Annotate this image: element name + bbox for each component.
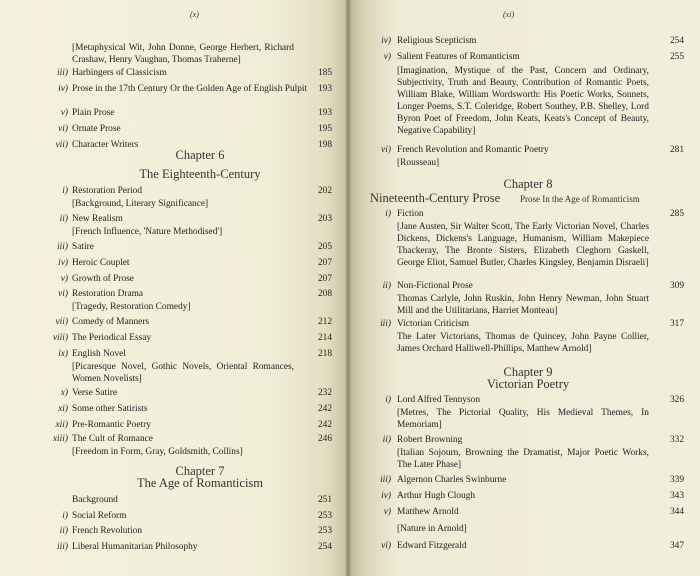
entry-number: iv) — [58, 258, 68, 268]
entry-number: iv) — [381, 36, 391, 46]
entry-number: iv) — [58, 84, 68, 94]
entry-page-number: 207 — [317, 258, 332, 268]
chapter-title: The Eighteenth-Century — [139, 167, 261, 181]
entry-title: Edward Fitzgerald — [397, 541, 467, 551]
entry-page-number: 317 — [669, 319, 684, 329]
entry-number: iii) — [57, 542, 68, 552]
entry-number: ii) — [59, 526, 68, 536]
entry-subtopics: [Nature in Arnold] — [397, 524, 467, 534]
toc-entry[interactable] — [0, 333, 348, 345]
toc-entry[interactable] — [348, 145, 700, 157]
entry-number: v) — [60, 274, 68, 284]
toc-entry[interactable] — [0, 420, 348, 432]
entry-number: viii) — [52, 333, 68, 343]
entry-page-number: 344 — [669, 507, 684, 517]
entry-number: xii) — [55, 420, 68, 430]
toc-entry[interactable] — [0, 434, 348, 446]
entry-title: The Cult of Romance — [72, 434, 153, 444]
chapter-title: Nineteenth-Century Prose — [370, 191, 501, 205]
entry-title: New Realism — [72, 214, 123, 224]
entry-number: xi) — [58, 404, 68, 414]
entry-number: i) — [385, 209, 391, 219]
entry-title: Robert Browning — [397, 435, 463, 445]
entry-number: ix) — [58, 349, 68, 359]
right-page — [348, 0, 700, 576]
entry-page-number: 232 — [317, 388, 332, 398]
page-number: (xi) — [503, 10, 515, 19]
entry-title: Plain Prose — [72, 108, 115, 118]
entry-page-number: 343 — [669, 491, 684, 501]
book-gutter — [344, 0, 352, 576]
toc-entry[interactable] — [0, 349, 348, 361]
entry-subtopics: [Rousseau] — [397, 158, 440, 168]
entry-page-number: 208 — [317, 289, 332, 299]
entry-subtopics: The Later Victorians, Thomas de Quincey, John Payne Collier, James Orchard Halliwell-Phillips, Matthew Arnold] — [397, 332, 649, 354]
toc-entry[interactable] — [0, 258, 348, 270]
toc-entry[interactable] — [0, 214, 348, 226]
toc-entry[interactable] — [0, 84, 348, 96]
entry-subtopics: Thomas Carlyle, John Ruskin, John Henry Newman, John Stuart Mill and the Utilitarians, Harriet Monteau] — [397, 294, 649, 316]
toc-entry[interactable] — [0, 511, 348, 523]
entry-number: i) — [62, 186, 68, 196]
entry-number: iv) — [381, 491, 391, 501]
entry-page-number: 326 — [669, 395, 684, 405]
toc-entry[interactable] — [348, 395, 700, 407]
entry-page-number: 285 — [669, 209, 684, 219]
entry-title: Social Reform — [72, 511, 127, 521]
entry-page-number: 242 — [317, 420, 332, 430]
entry-number: v) — [383, 52, 391, 62]
entry-page-number: 309 — [669, 281, 684, 291]
chapter-title: The Age of Romanticism — [136, 476, 264, 490]
entry-subtopics: [Jane Austen, Sir Walter Scott, The Early Victorian Novel, Charles Dickens, Dickens's Language, Humanism, William Makepiece Thackeray, The Bronte Sisters, Elizabeth Cleghorn Gaskell, George Eliot, Samuel Butler, Charles Kingsley, Benjamin Disraeli] — [397, 222, 649, 268]
left-page — [0, 0, 348, 576]
entry-number: vi) — [381, 541, 391, 551]
toc-entry[interactable] — [0, 526, 348, 538]
toc-entry[interactable] — [348, 541, 700, 553]
toc-entry[interactable] — [348, 475, 700, 487]
entry-subtopics: [Metres, The Pictorial Quality, His Medieval Themes, In Memoriam] — [397, 408, 649, 430]
entry-page-number: 253 — [317, 526, 332, 536]
entry-number: vi) — [58, 289, 68, 299]
entry-number: ii) — [59, 214, 68, 224]
entry-title: Liberal Humanitarian Philosophy — [72, 542, 198, 552]
entry-page-number: 251 — [317, 495, 332, 505]
toc-entry[interactable] — [348, 52, 700, 64]
toc-entry[interactable] — [348, 281, 700, 293]
entry-page-number: 255 — [669, 52, 684, 62]
entry-title: Comedy of Manners — [72, 317, 150, 327]
entry-number: iii) — [57, 242, 68, 252]
entry-title: Fiction — [397, 209, 424, 219]
entry-number: vi) — [58, 124, 68, 134]
entry-title: Restoration Drama — [72, 289, 144, 299]
toc-entry[interactable] — [0, 242, 348, 254]
entry-page-number: 212 — [317, 317, 332, 327]
entry-title: English Novel — [72, 349, 126, 359]
entry-page-number: 198 — [317, 140, 332, 150]
entry-subtopics: [Picaresque Novel, Gothic Novels, Oriental Romances, Women Novelists] — [72, 362, 294, 384]
entry-page-number: 214 — [317, 333, 332, 343]
entry-title: French Revolution — [72, 526, 143, 536]
entry-subtopics: [Background, Literary Significance] — [72, 199, 209, 209]
entry-page-number: 347 — [669, 541, 684, 551]
entry-page-number: 339 — [669, 475, 684, 485]
toc-entry[interactable] — [0, 289, 348, 301]
toc-entry[interactable] — [348, 491, 700, 503]
entry-page-number: 205 — [317, 242, 332, 252]
entry-title: Victorian Criticism — [397, 319, 470, 329]
entry-title: Matthew Arnold — [397, 507, 459, 517]
entry-title: Pre-Romantic Poetry — [72, 420, 151, 430]
entry-title: Ornate Prose — [72, 124, 121, 134]
chapter-number: Chapter 7 — [175, 464, 225, 478]
toc-entry[interactable] — [0, 186, 348, 198]
entry-number: ii) — [382, 281, 391, 291]
entry-page-number: 202 — [317, 186, 332, 196]
entry-number: iii) — [380, 475, 391, 485]
entry-subtopics: [French Influence, 'Nature Methodised'] — [72, 227, 223, 237]
chapter-number: Chapter 6 — [175, 148, 225, 162]
entry-title: Verse Satire — [72, 388, 118, 398]
entry-page-number: 207 — [317, 274, 332, 284]
entry-page-number: 254 — [317, 542, 332, 552]
entry-page-number: 218 — [317, 349, 332, 359]
entry-number: vii) — [55, 317, 68, 327]
entry-number: ii) — [382, 435, 391, 445]
toc-entry[interactable] — [348, 209, 700, 221]
entry-number: vi) — [381, 145, 391, 155]
entry-number: x) — [60, 388, 68, 398]
entry-title: Prose in the 17th Century Or the Golden Age of English Pulpit — [72, 84, 308, 94]
entry-page-number: 254 — [669, 36, 684, 46]
chapter-number: Chapter 9 — [503, 365, 553, 379]
toc-entry[interactable] — [0, 274, 348, 286]
entry-number: iii) — [57, 68, 68, 78]
entry-subtopics: [Italian Sojourn, Browning the Dramatist, Major Poetic Works, The Later Phase] — [397, 448, 649, 470]
entry-page-number: 203 — [317, 214, 332, 224]
entry-title: Religious Scepticism — [397, 36, 477, 46]
entry-number: iii) — [380, 319, 391, 329]
entry-page-number: 253 — [317, 511, 332, 521]
entry-title: Satire — [72, 242, 94, 252]
entry-page-number: 193 — [317, 108, 332, 118]
entry-number: v) — [383, 507, 391, 517]
toc-entry[interactable] — [0, 542, 348, 554]
toc-entry[interactable] — [0, 108, 348, 120]
entry-title: Lord Alfred Tennyson — [397, 395, 481, 405]
entry-page-number: 281 — [669, 145, 684, 155]
entry-title: The Periodical Essay — [72, 333, 152, 343]
entry-number: vii) — [55, 140, 68, 150]
entry-title: French Revolution and Romantic Poetry — [397, 145, 549, 155]
page-number: (x) — [190, 10, 199, 19]
entry-page-number: 246 — [317, 434, 332, 444]
entry-number: xiii) — [52, 434, 68, 444]
toc-entry[interactable] — [0, 388, 348, 400]
entry-title: Salient Features of Romanticism — [397, 52, 520, 62]
entry-title: Some other Satirists — [72, 404, 148, 414]
toc-entry[interactable] — [0, 495, 348, 507]
toc-entry[interactable] — [348, 507, 700, 519]
entry-subtopics: [Imagination, Mystique of the Past, Concern and Ordinary, Subjectivity, Truth and Beauty, Contribution of Romantic Poets, William Blake, William Wordsworth: His Poetic Works, Sonnets, Longer Poems, S.T. Coleridge, Robert Southey, P.B. Shelley, Lord Byron Poet of Freedom, John Keats, Keats's Concept of Beauty, Negative Capability] — [397, 66, 649, 136]
entry-page-number: 195 — [317, 124, 332, 134]
toc-entry[interactable] — [0, 68, 348, 80]
toc-entry[interactable] — [348, 36, 700, 48]
toc-entry[interactable] — [348, 435, 700, 447]
toc-entry[interactable] — [0, 124, 348, 136]
entry-subtopics: [Metaphysical Wit, John Donne, George Herbert, Richard Crashaw, Henry Vaughan, Thomas Traherne] — [72, 43, 294, 65]
chapter-number: Chapter 8 — [503, 177, 553, 191]
toc-entry[interactable] — [348, 319, 700, 331]
entry-number: v) — [60, 108, 68, 118]
chapter-subtitle: Prose In the Age of Romanticism — [520, 194, 640, 204]
toc-entry[interactable] — [0, 404, 348, 416]
chapter-title: Victorian Poetry — [486, 377, 570, 391]
entry-number: i) — [385, 395, 391, 405]
entry-title: Character Writers — [72, 140, 139, 150]
entry-title: Arthur Hugh Clough — [397, 491, 476, 501]
entry-title: Growth of Prose — [72, 274, 134, 284]
toc-entry[interactable] — [0, 317, 348, 329]
entry-title: Restoration Period — [72, 186, 143, 196]
entry-title: Algernon Charles Swinburne — [397, 475, 507, 485]
entry-title: Background — [72, 495, 118, 505]
entry-title: Heroic Couplet — [72, 258, 130, 268]
entry-page-number: 193 — [317, 84, 332, 94]
entry-page-number: 332 — [669, 435, 684, 445]
entry-subtopics: [Freedom in Form, Gray, Goldsmith, Collins] — [72, 447, 243, 457]
entry-page-number: 185 — [317, 68, 332, 78]
entry-title: Non-Fictional Prose — [397, 281, 473, 291]
entry-number: i) — [62, 511, 68, 521]
entry-subtopics: [Tragedy, Restoration Comedy] — [72, 302, 191, 312]
entry-title: Harbingers of Classicism — [72, 68, 167, 78]
entry-page-number: 242 — [317, 404, 332, 414]
